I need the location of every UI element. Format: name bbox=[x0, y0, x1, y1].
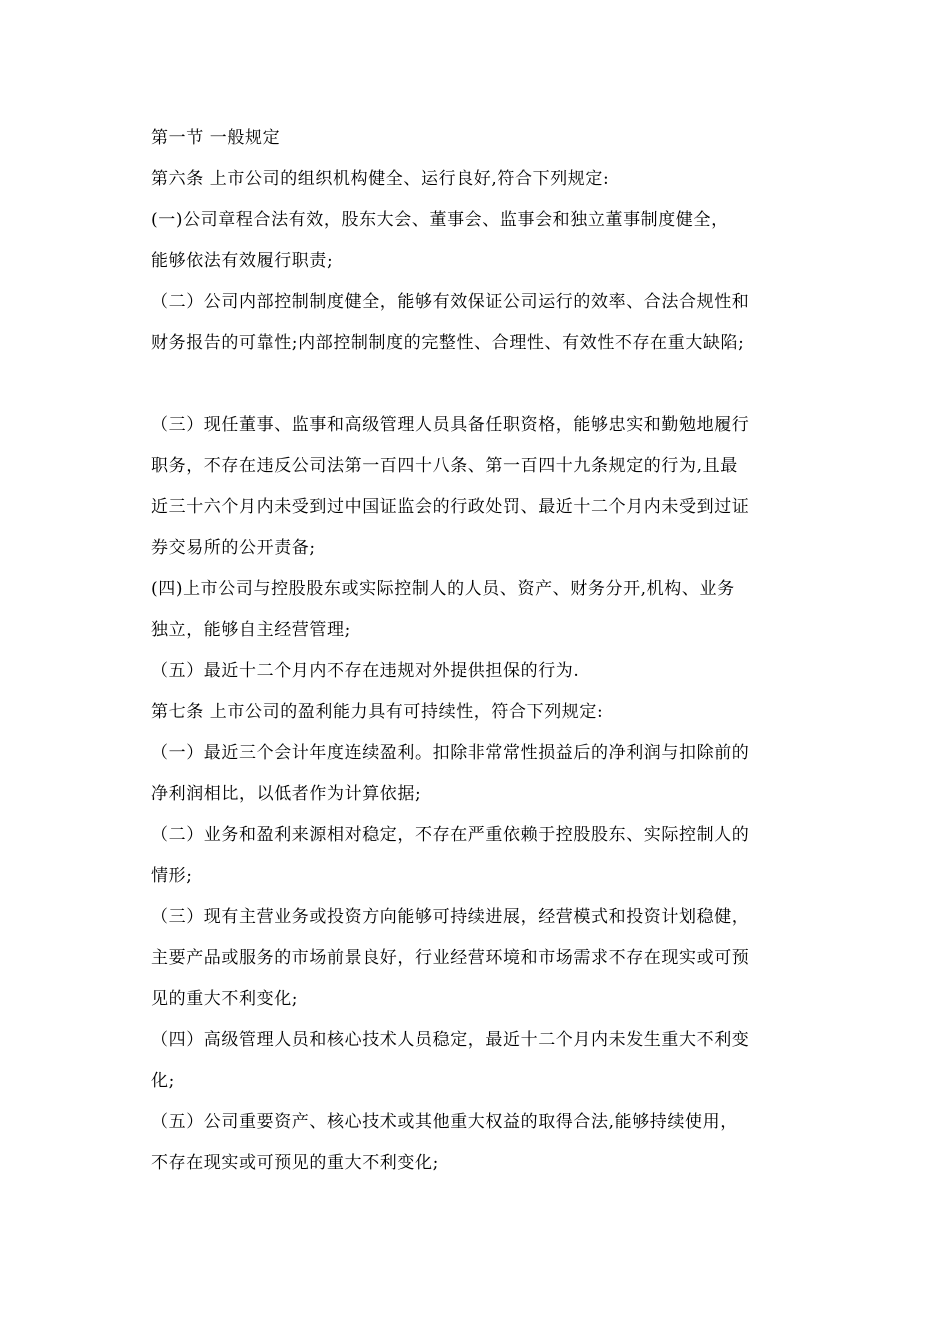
article-6-item-3-cont-2: 近三十六个月内未受到过中国证监会的行政处罚、最近十二个月内未受到过证 bbox=[151, 497, 750, 517]
article-7-item-1-cont: 净利润相比，以低者作为计算依据; bbox=[151, 784, 422, 804]
article-7-item-2: （二）业务和盈利来源相对稳定，不存在严重依赖于控股股东、实际控制人的 bbox=[151, 825, 750, 845]
section-heading: 第一节 一般规定 bbox=[151, 128, 281, 148]
article-7-item-3-cont-1: 主要产品或服务的市场前景良好，行业经营环境和市场需求不存在现实或可预 bbox=[151, 948, 750, 968]
article-7-heading: 第七条 上市公司的盈利能力具有可持续性，符合下列规定: bbox=[151, 702, 604, 722]
article-6-item-4-cont: 独立，能够自主经营管理; bbox=[151, 620, 351, 640]
article-6-heading: 第六条 上市公司的组织机构健全、运行良好,符合下列规定: bbox=[151, 169, 610, 189]
article-6-item-1: (一)公司章程合法有效，股东大会、董事会、监事会和独立董事制度健全， bbox=[151, 210, 729, 230]
article-7-item-5: （五）公司重要资产、核心技术或其他重大权益的取得合法,能够持续使用， bbox=[151, 1112, 738, 1132]
article-7-item-3-cont-2: 见的重大不利变化; bbox=[151, 989, 299, 1009]
article-6-item-5: （五）最近十二个月内不存在违规对外提供担保的行为. bbox=[151, 661, 580, 681]
article-6-item-1-cont: 能够依法有效履行职责; bbox=[151, 251, 334, 271]
article-7-item-1: （一）最近三个会计年度连续盈利。扣除非常常性损益后的净利润与扣除前的 bbox=[151, 743, 750, 763]
article-7-item-3: （三）现有主营业务或投资方向能够可持续进展，经营模式和投资计划稳健， bbox=[151, 907, 750, 927]
article-6-item-3-cont-1: 职务，不存在违反公司法第一百四十八条、第一百四十九条规定的行为,且最 bbox=[151, 456, 738, 476]
article-6-item-4: (四)上市公司与控股股东或实际控制人的人员、资产、财务分开,机构、业务 bbox=[151, 579, 735, 599]
article-7-item-4-cont: 化; bbox=[151, 1071, 175, 1091]
article-6-item-3-cont-3: 券交易所的公开责备; bbox=[151, 538, 316, 558]
article-6-item-2-cont: 财务报告的可靠性;内部控制制度的完整性、合理性、有效性不存在重大缺陷; bbox=[151, 333, 745, 353]
article-7-item-2-cont: 情形; bbox=[151, 866, 193, 886]
article-6-item-3: （三）现任董事、监事和高级管理人员具备任职资格，能够忠实和勤勉地履行 bbox=[151, 415, 750, 435]
article-6-item-2: （二）公司内部控制制度健全，能够有效保证公司运行的效率、合法合规性和 bbox=[151, 292, 750, 312]
article-7-item-5-cont: 不存在现实或可预见的重大不利变化; bbox=[151, 1153, 439, 1173]
article-7-item-4: （四）高级管理人员和核心技术人员稳定，最近十二个月内未发生重大不利变 bbox=[151, 1030, 750, 1050]
